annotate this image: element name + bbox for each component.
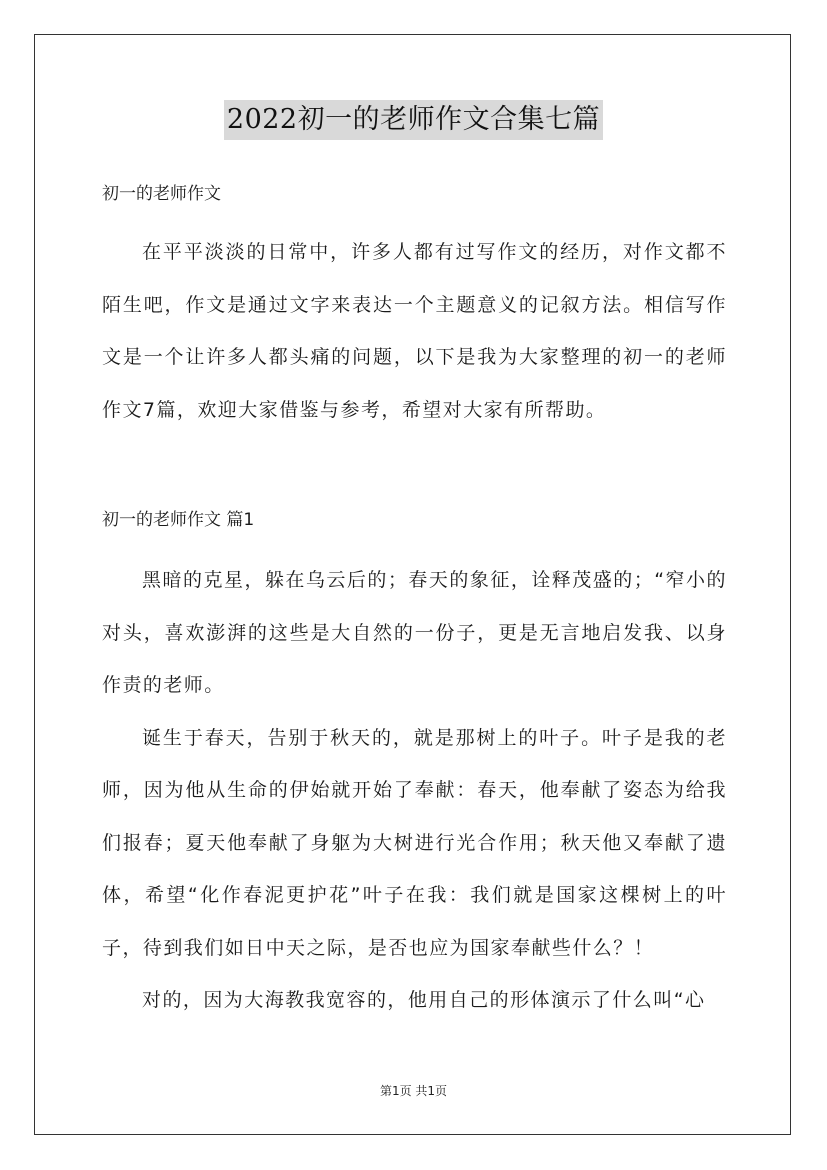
body-paragraph: 黑暗的克星，躲在乌云后的；春天的象征，诠释茂盛的；“窄小的对头，喜欢澎湃的这些是大自然的一份子，更是无言地启发我、以身作责的老师。 <box>102 569 727 696</box>
page-footer: 第1页 共1页 <box>379 1084 448 1098</box>
intro-paragraph: 在平平淡淡的日常中，许多人都有过写作文的经历，对作文都不陌生吧，作文是通过文字来表达一个主题意义的记叙方法。相信写作文是一个让许多人都头痛的问题，以下是我为大家整理的初一的老师作文7篇，欢迎大家借鉴与参考，希望对大家有所帮助。 <box>102 241 727 421</box>
document-body <box>102 176 727 1027</box>
body-paragraph: 诞生于春天，告别于秋天的，就是那树上的叶子。叶子是我的老师，因为他从生命的伊始就开始了奉献：春天，他奉献了姿态为给我们报春；夏天他奉献了身躯为大树进行光合作用；秋天他又奉献了遗体，希望“化作春泥更护花”叶子在我：我们就是国家这棵树上的叶子，待到我们如日中天之际，是否也应为国家奉献些什么？！ <box>102 726 727 959</box>
title-container <box>0 100 827 140</box>
document-title: 2022初一的老师作文合集七篇 <box>224 100 603 140</box>
body-paragraph: 对的，因为大海教我宽容的，他用自己的形体演示了什么叫“心 <box>142 989 706 1011</box>
intro-heading: 初一的老师作文 <box>102 184 221 204</box>
section-heading: 初一的老师作文 篇1 <box>102 510 255 530</box>
